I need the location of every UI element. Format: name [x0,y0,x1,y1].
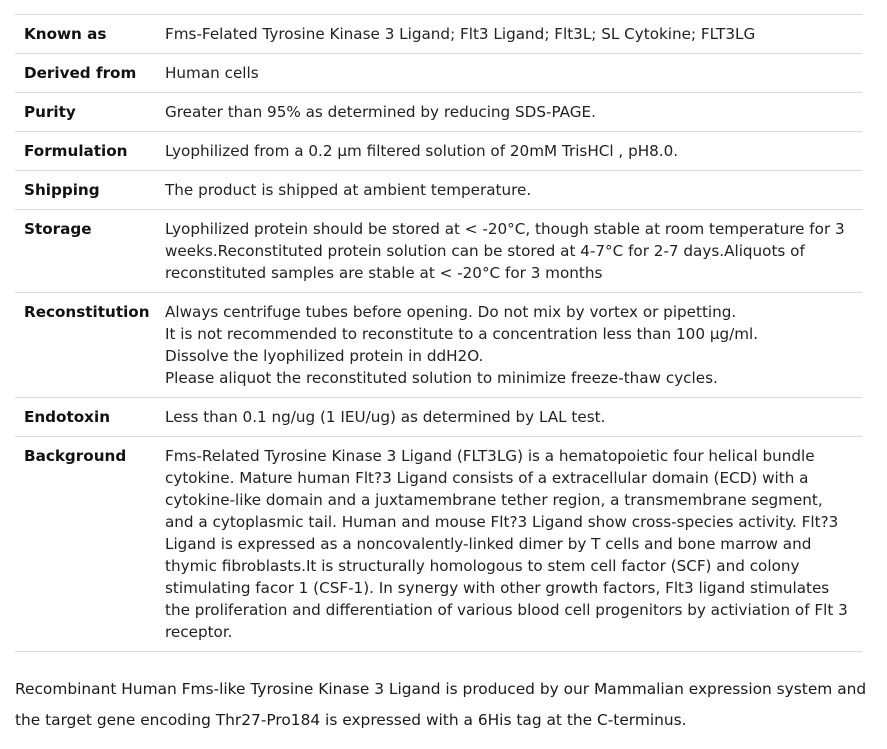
spec-value [159,437,862,652]
spec-value [159,132,862,171]
spec-row [15,54,862,93]
spec-row [15,132,862,171]
spec-value [159,15,862,54]
spec-label: Derived from [15,54,159,93]
spec-value-line: Less than 0.1 ng/ug (1 IEU/ug) as determined by LAL test. [165,408,606,426]
spec-row [15,15,862,54]
spec-row [15,398,862,437]
spec-value [159,171,862,210]
spec-label: Purity [15,93,159,132]
spec-table-body [15,15,862,652]
spec-value [159,54,862,93]
spec-label: Known as [15,15,159,54]
spec-row [15,293,862,398]
product-spec-table [15,14,862,652]
spec-value [159,210,862,293]
spec-value-line: Human cells [165,64,259,82]
spec-label: Shipping [15,171,159,210]
spec-value-line: Lyophilized protein should be stored at < -20°C, though stable at room temperature for 3 weeks.Reconstituted protein solution can be stored at 4-7°C for 2-7 days.Aliquots of reconstituted samples are stable at < -20°C for 3 months [165,220,845,282]
spec-value [159,293,862,398]
spec-value-line: Dissolve the lyophilized protein in ddH2O. [165,347,484,365]
spec-value-line: It is not recommended to reconstitute to a concentration less than 100 μg/ml. [165,325,759,343]
spec-label: Reconstitution [15,293,159,398]
spec-row [15,210,862,293]
spec-value-line: Lyophilized from a 0.2 μm filtered solution of 20mM TrisHCl , pH8.0. [165,142,679,160]
spec-value-line: Fms-Felated Tyrosine Kinase 3 Ligand; Flt3 Ligand; Flt3L; SL Cytokine; FLT3LG [165,25,756,43]
spec-value-line: The product is shipped at ambient temperature. [165,181,532,199]
spec-row [15,437,862,652]
spec-row [15,93,862,132]
spec-label: Background [15,437,159,652]
spec-label: Endotoxin [15,398,159,437]
spec-label: Formulation [15,132,159,171]
spec-value [159,398,862,437]
spec-value-line: Always centrifuge tubes before opening. Do not mix by vortex or pipetting. [165,303,737,321]
spec-value-line: Fms-Related Tyrosine Kinase 3 Ligand (FLT3LG) is a hematopoietic four helical bundle cytokine. Mature human Flt?3 Ligand consists of a extracellular domain (ECD) with a cytokine-like domain and a juxtamembrane tether region, a transmembrane segment, and a cytoplasmic tail. Human and mouse Flt?3 Ligand show cross-species activity. Flt?3 Ligand is expressed as a noncovalently-linked dimer by T cells and bone marrow and thymic fibroblasts.It is structurally homologous to stem cell factor (SCF) and colony stimulating facor 1 (CSF-1). In synergy with other growth factors, Flt3 ligand stimulates the proliferation and differentiation of various blood cell progenitors by activiation of Flt 3 receptor. [165,447,848,641]
spec-row [15,171,862,210]
spec-label: Storage [15,210,159,293]
spec-value-line: Please aliquot the reconstituted solution to minimize freeze-thaw cycles. [165,369,718,387]
product-description: Recombinant Human Fms-like Tyrosine Kinase 3 Ligand is produced by our Mammalian expression system and the target gene encoding Thr27-Pro184 is expressed with a 6His tag at the C-terminus. [15,680,867,729]
spec-value [159,93,862,132]
spec-value-line: Greater than 95% as determined by reducing SDS-PAGE. [165,103,596,121]
